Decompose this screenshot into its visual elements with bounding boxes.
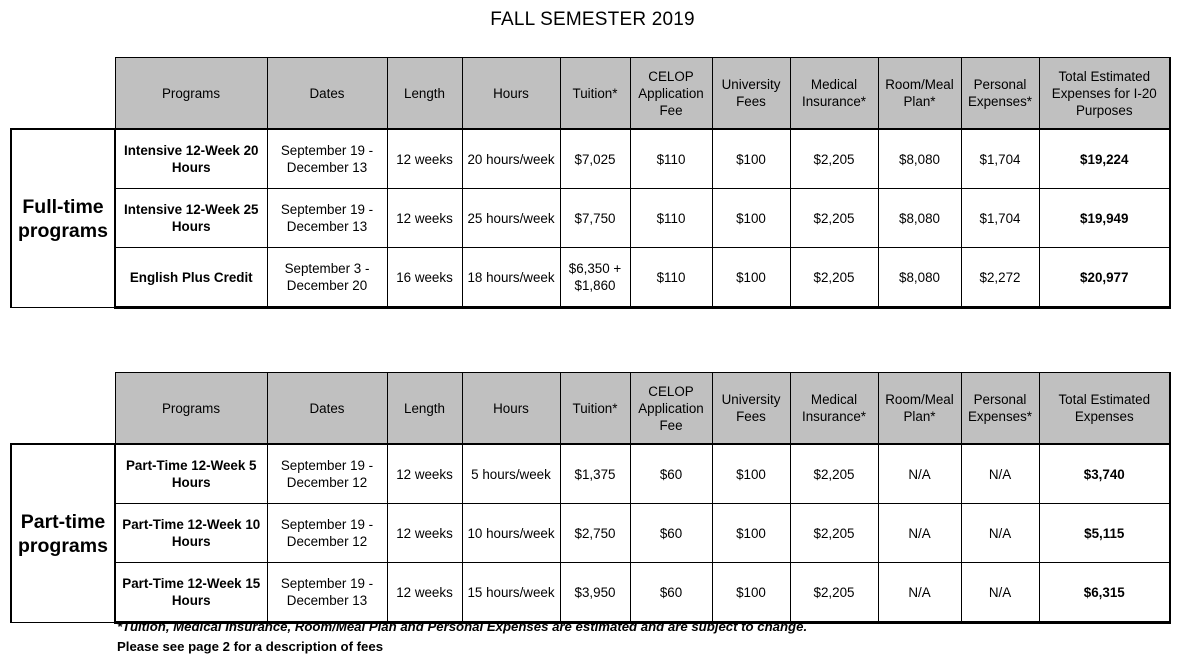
total-cell: $3,740 [1039,444,1170,504]
dates-cell: September 19 - December 12 [267,504,387,563]
room-meal-cell: N/A [878,504,961,563]
university-fees-cell: $100 [712,129,790,189]
tuition-cell: $6,350 + $1,860 [560,248,630,308]
header-personal-expenses: Personal Expenses* [961,58,1039,130]
table-header-row [11,58,1170,130]
footnote-estimates: *Tuition, Medical Insurance, Room/Meal Plan and Personal Expenses are estimated and are subject to change. [117,619,808,634]
hours-cell: 5 hours/week [462,444,560,504]
room-meal-cell: $8,080 [878,129,961,189]
personal-expenses-cell: N/A [961,444,1039,504]
hours-cell: 20 hours/week [462,129,560,189]
tuition-cell: $7,750 [560,189,630,248]
total-cell: $20,977 [1039,248,1170,308]
total-cell: $5,115 [1039,504,1170,563]
program-name: Intensive 12-Week 20 Hours [115,129,267,189]
header-medical-insurance: Medical Insurance* [790,58,878,130]
header-room-meal-plan: Room/Meal Plan* [878,58,961,130]
header-university-fees: University Fees [712,373,790,445]
header-programs: Programs [115,58,267,130]
dates-cell: September 19 - December 13 [267,563,387,623]
header-corner-cell [11,373,115,445]
program-name: Part-Time 12-Week 5 Hours [115,444,267,504]
footnote-see-page-2: Please see page 2 for a description of fees [117,639,384,654]
hours-cell: 25 hours/week [462,189,560,248]
university-fees-cell: $100 [712,504,790,563]
table-row [11,129,1170,189]
tuition-cell: $7,025 [560,129,630,189]
personal-expenses-cell: N/A [961,563,1039,623]
application-fee-cell: $60 [630,563,712,623]
length-cell: 12 weeks [387,563,462,623]
header-hours: Hours [462,373,560,445]
personal-expenses-cell: $2,272 [961,248,1039,308]
medical-insurance-cell: $2,205 [790,248,878,308]
length-cell: 12 weeks [387,444,462,504]
header-programs: Programs [115,373,267,445]
length-cell: 12 weeks [387,129,462,189]
page-title: FALL SEMESTER 2019 [490,9,695,30]
table-row [11,189,1170,248]
application-fee-cell: $110 [630,129,712,189]
university-fees-cell: $100 [712,563,790,623]
personal-expenses-cell: $1,704 [961,129,1039,189]
medical-insurance-cell: $2,205 [790,444,878,504]
header-total-expenses: Total Estimated Expenses [1039,373,1170,445]
header-dates: Dates [267,58,387,130]
university-fees-cell: $100 [712,444,790,504]
application-fee-cell: $110 [630,189,712,248]
group-label-line: Full-time [22,195,104,218]
length-cell: 12 weeks [387,189,462,248]
room-meal-cell: N/A [878,563,961,623]
program-name: English Plus Credit [115,248,267,308]
medical-insurance-cell: $2,205 [790,129,878,189]
dates-cell: September 19 - December 12 [267,444,387,504]
tuition-cell: $3,950 [560,563,630,623]
total-cell: $6,315 [1039,563,1170,623]
header-length: Length [387,58,462,130]
personal-expenses-cell: N/A [961,504,1039,563]
application-fee-cell: $110 [630,248,712,308]
hours-cell: 10 hours/week [462,504,560,563]
header-corner-cell [11,58,115,130]
medical-insurance-cell: $2,205 [790,189,878,248]
fulltime-fees-table [10,57,1171,309]
header-application-fee: CELOP Application Fee [630,373,712,445]
university-fees-cell: $100 [712,248,790,308]
tuition-cell: $1,375 [560,444,630,504]
application-fee-cell: $60 [630,444,712,504]
dates-cell: September 19 - December 13 [267,129,387,189]
application-fee-cell: $60 [630,504,712,563]
header-personal-expenses: Personal Expenses* [961,373,1039,445]
parttime-fees-table [10,372,1171,624]
table-row [11,444,1170,504]
group-label-line: programs [18,534,108,557]
header-application-fee: CELOP Application Fee [630,58,712,130]
header-hours: Hours [462,58,560,130]
personal-expenses-cell: $1,704 [961,189,1039,248]
header-university-fees: University Fees [712,58,790,130]
header-length: Length [387,373,462,445]
room-meal-cell: $8,080 [878,248,961,308]
table-row [11,504,1170,563]
header-tuition: Tuition* [560,373,630,445]
header-tuition: Tuition* [560,58,630,130]
room-meal-cell: N/A [878,444,961,504]
group-label-line: Part-time [20,510,106,533]
university-fees-cell: $100 [712,189,790,248]
room-meal-cell: $8,080 [878,189,961,248]
table-row [11,248,1170,308]
length-cell: 12 weeks [387,504,462,563]
header-dates: Dates [267,373,387,445]
tuition-cell: $2,750 [560,504,630,563]
total-cell: $19,224 [1039,129,1170,189]
hours-cell: 18 hours/week [462,248,560,308]
table-header-row [11,373,1170,445]
header-total-expenses: Total Estimated Expenses for I-20 Purposes [1039,58,1170,130]
hours-cell: 15 hours/week [462,563,560,623]
medical-insurance-cell: $2,205 [790,504,878,563]
group-label-fulltime [11,129,115,308]
dates-cell: September 19 - December 13 [267,189,387,248]
program-name: Part-Time 12-Week 10 Hours [115,504,267,563]
header-medical-insurance: Medical Insurance* [790,373,878,445]
length-cell: 16 weeks [387,248,462,308]
total-cell: $19,949 [1039,189,1170,248]
medical-insurance-cell: $2,205 [790,563,878,623]
header-room-meal-plan: Room/Meal Plan* [878,373,961,445]
group-label-parttime [11,444,115,623]
program-name: Intensive 12-Week 25 Hours [115,189,267,248]
table-row [11,563,1170,623]
group-label-line: programs [18,219,108,242]
program-name: Part-Time 12-Week 15 Hours [115,563,267,623]
dates-cell: September 3 - December 20 [267,248,387,308]
